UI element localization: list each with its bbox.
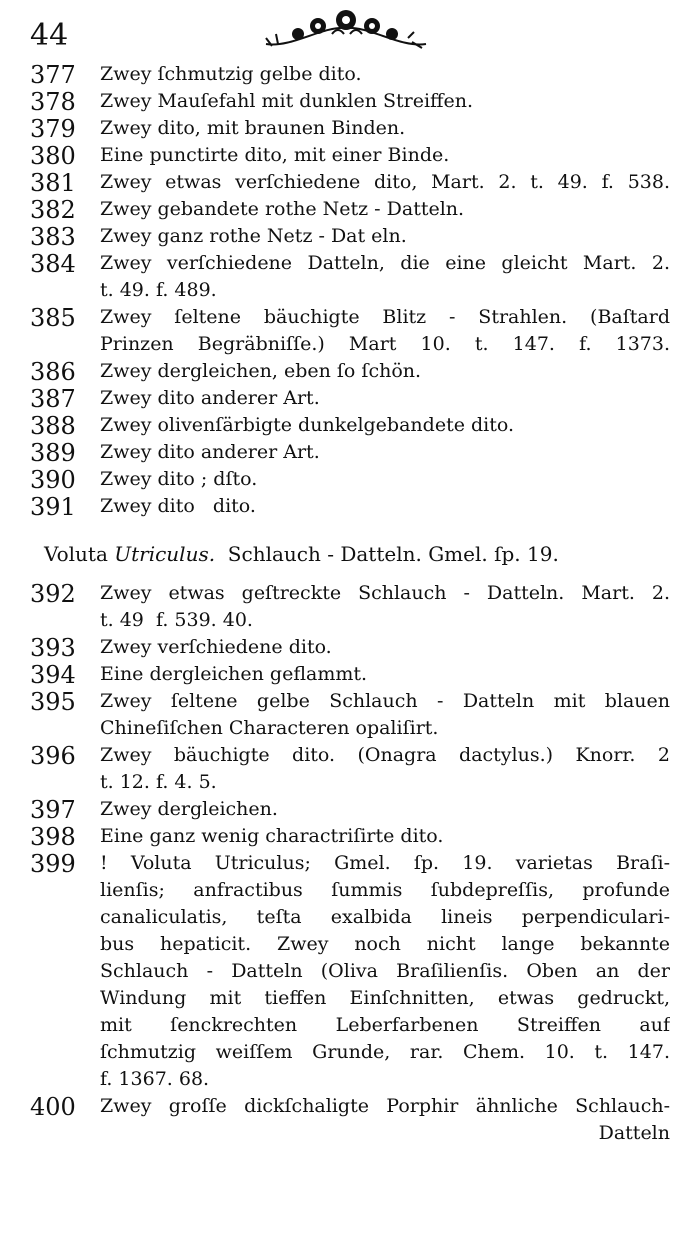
entry-text-continued: ſchmutzig weiſſem Grunde, rar. Chem. 10. t. 147. xyxy=(100,1041,670,1063)
entry-388 xyxy=(0,413,695,440)
entry-text-continued: Schlauch - Datteln (Oliva Braſilienſis. Oben an der xyxy=(100,960,670,982)
entry-text: Zwey verſchiedene Datteln, die eine gleicht Mart. 2. xyxy=(100,252,670,274)
entry-number: 384 xyxy=(30,250,76,278)
section-heading-suffix: Schlauch - Datteln. Gmel. ſp. 19. xyxy=(215,542,559,566)
entry-number: 386 xyxy=(30,358,76,386)
entry-393 xyxy=(0,635,695,662)
entry-number: 387 xyxy=(30,385,76,413)
entry-text: Zwey verſchiedene dito. xyxy=(100,636,332,658)
entry-number: 390 xyxy=(30,466,76,494)
entry-number: 380 xyxy=(30,142,76,170)
entry-number: 388 xyxy=(30,412,76,440)
entry-text-continued: Chineſiſchen Characteren opaliſirt. xyxy=(100,717,439,739)
entry-number: 385 xyxy=(30,304,76,332)
entry-386 xyxy=(0,359,695,386)
entry-379 xyxy=(0,116,695,143)
entry-text-continued: canaliculatis, teſta exalbida lineis perpendiculari- xyxy=(100,906,670,928)
entry-number: 379 xyxy=(30,115,76,143)
entry-text-continued: t. 12. f. 4. 5. xyxy=(100,771,217,793)
entry-391 xyxy=(0,494,695,521)
entry-378 xyxy=(0,89,695,116)
entry-380 xyxy=(0,143,695,170)
entry-text-continued: Windung mit tieffen Einſchnitten, etwas gedruckt, xyxy=(100,987,670,1009)
entry-398 xyxy=(0,824,695,851)
entry-number: 381 xyxy=(30,169,76,197)
entry-text: Zwey dito ; dſto. xyxy=(100,468,258,490)
entry-397 xyxy=(0,797,695,824)
entry-text: Zwey bäuchigte dito. (Onagra dactylus.) Knorr. 2 xyxy=(100,744,670,766)
entry-400 xyxy=(0,1094,695,1148)
entry-text: Zwey gebandete rothe Netz - Datteln. xyxy=(100,198,465,220)
entry-number: 398 xyxy=(30,823,76,851)
entry-text: Zwey ganz rothe Netz - Dat eln. xyxy=(100,225,407,247)
entry-number: 395 xyxy=(30,688,76,716)
page-number: 44 xyxy=(30,18,69,53)
entry-text-continued: Prinzen Begräbniſſe.) Mart 10. t. 147. f. 1373. xyxy=(100,333,670,355)
entry-text: Zwey etwas verſchiedene dito, Mart. 2. t. 49. f. 538. xyxy=(100,171,670,193)
entry-text: Zwey dito, mit braunen Binden. xyxy=(100,117,406,139)
entry-text-continued: t. 49. f. 489. xyxy=(100,279,217,301)
entry-number: 394 xyxy=(30,661,76,689)
entry-text: Zwey Mauſefahl mit dunklen Streiffen. xyxy=(100,90,474,112)
entry-number: 393 xyxy=(30,634,76,662)
entry-383 xyxy=(0,224,695,251)
floral-garland-ornament-icon xyxy=(262,4,430,52)
entry-392 xyxy=(0,581,695,635)
entry-number: 383 xyxy=(30,223,76,251)
entry-text: ! Voluta Utriculus; Gmel. ſp. 19. varietas Braſi- xyxy=(100,852,670,874)
entry-399 xyxy=(0,851,695,1094)
entry-text-continued: Datteln xyxy=(598,1122,670,1144)
entry-text: Zwey dito anderer Art. xyxy=(100,387,320,409)
entry-381 xyxy=(0,170,695,197)
entry-text: Zwey groſſe dickſchaligte Porphir ähnliche Schlauch- xyxy=(100,1095,670,1117)
entry-number: 378 xyxy=(30,88,76,116)
entry-number: 382 xyxy=(30,196,76,224)
section-heading xyxy=(44,541,674,567)
entry-text-continued: bus hepaticit. Zwey noch nicht lange bekannte xyxy=(100,933,670,955)
entry-number: 399 xyxy=(30,850,76,878)
entry-text: Zwey ſchmutzig gelbe dito. xyxy=(100,63,362,85)
entry-377 xyxy=(0,62,695,89)
entry-number: 391 xyxy=(30,493,76,521)
entry-number: 389 xyxy=(30,439,76,467)
entry-382 xyxy=(0,197,695,224)
entry-number: 400 xyxy=(30,1093,76,1121)
entry-text-continued: f. 1367. 68. xyxy=(100,1068,210,1090)
entry-387 xyxy=(0,386,695,413)
entry-389 xyxy=(0,440,695,467)
catalogue-entries xyxy=(0,62,695,1148)
entry-text: Zwey dergleichen, eben ſo ſchön. xyxy=(100,360,422,382)
entry-text: Zwey ſeltene bäuchigte Blitz - Strahlen. (Baſtard xyxy=(100,306,670,328)
entry-text-continued: mit ſenckrechten Leberfarbenen Streiffen auf xyxy=(100,1014,670,1036)
section-heading-species: Utriculus. xyxy=(114,542,216,566)
entry-number: 397 xyxy=(30,796,76,824)
entry-text: Zwey etwas geſtreckte Schlauch - Datteln. Mart. 2. xyxy=(100,582,670,604)
entry-390 xyxy=(0,467,695,494)
entry-text: Zwey dito dito. xyxy=(100,495,256,517)
entry-text: Zwey ſeltene gelbe Schlauch - Datteln mit blauen xyxy=(100,690,670,712)
entry-396 xyxy=(0,743,695,797)
entry-text-continued: t. 49 f. 539. 40. xyxy=(100,609,253,631)
entry-385 xyxy=(0,305,695,359)
entry-text: Eine dergleichen geflammt. xyxy=(100,663,368,685)
entry-text: Zwey dito anderer Art. xyxy=(100,441,320,463)
entry-384 xyxy=(0,251,695,305)
section-heading-prefix: Voluta xyxy=(44,542,115,566)
entry-number: 392 xyxy=(30,580,76,608)
entry-number: 377 xyxy=(30,61,76,89)
entry-394 xyxy=(0,662,695,689)
entry-text: Zwey olivenſärbigte dunkelgebandete dito. xyxy=(100,414,515,436)
entry-number: 396 xyxy=(30,742,76,770)
entry-text: Eine punctirte dito, mit einer Binde. xyxy=(100,144,450,166)
entry-395 xyxy=(0,689,695,743)
entry-text: Eine ganz wenig charactriſirte dito. xyxy=(100,825,444,847)
entry-text-continued: lienſis; anfractibus ſummis ſubdepreſſis, profunde xyxy=(100,879,670,901)
entry-text: Zwey dergleichen. xyxy=(100,798,278,820)
